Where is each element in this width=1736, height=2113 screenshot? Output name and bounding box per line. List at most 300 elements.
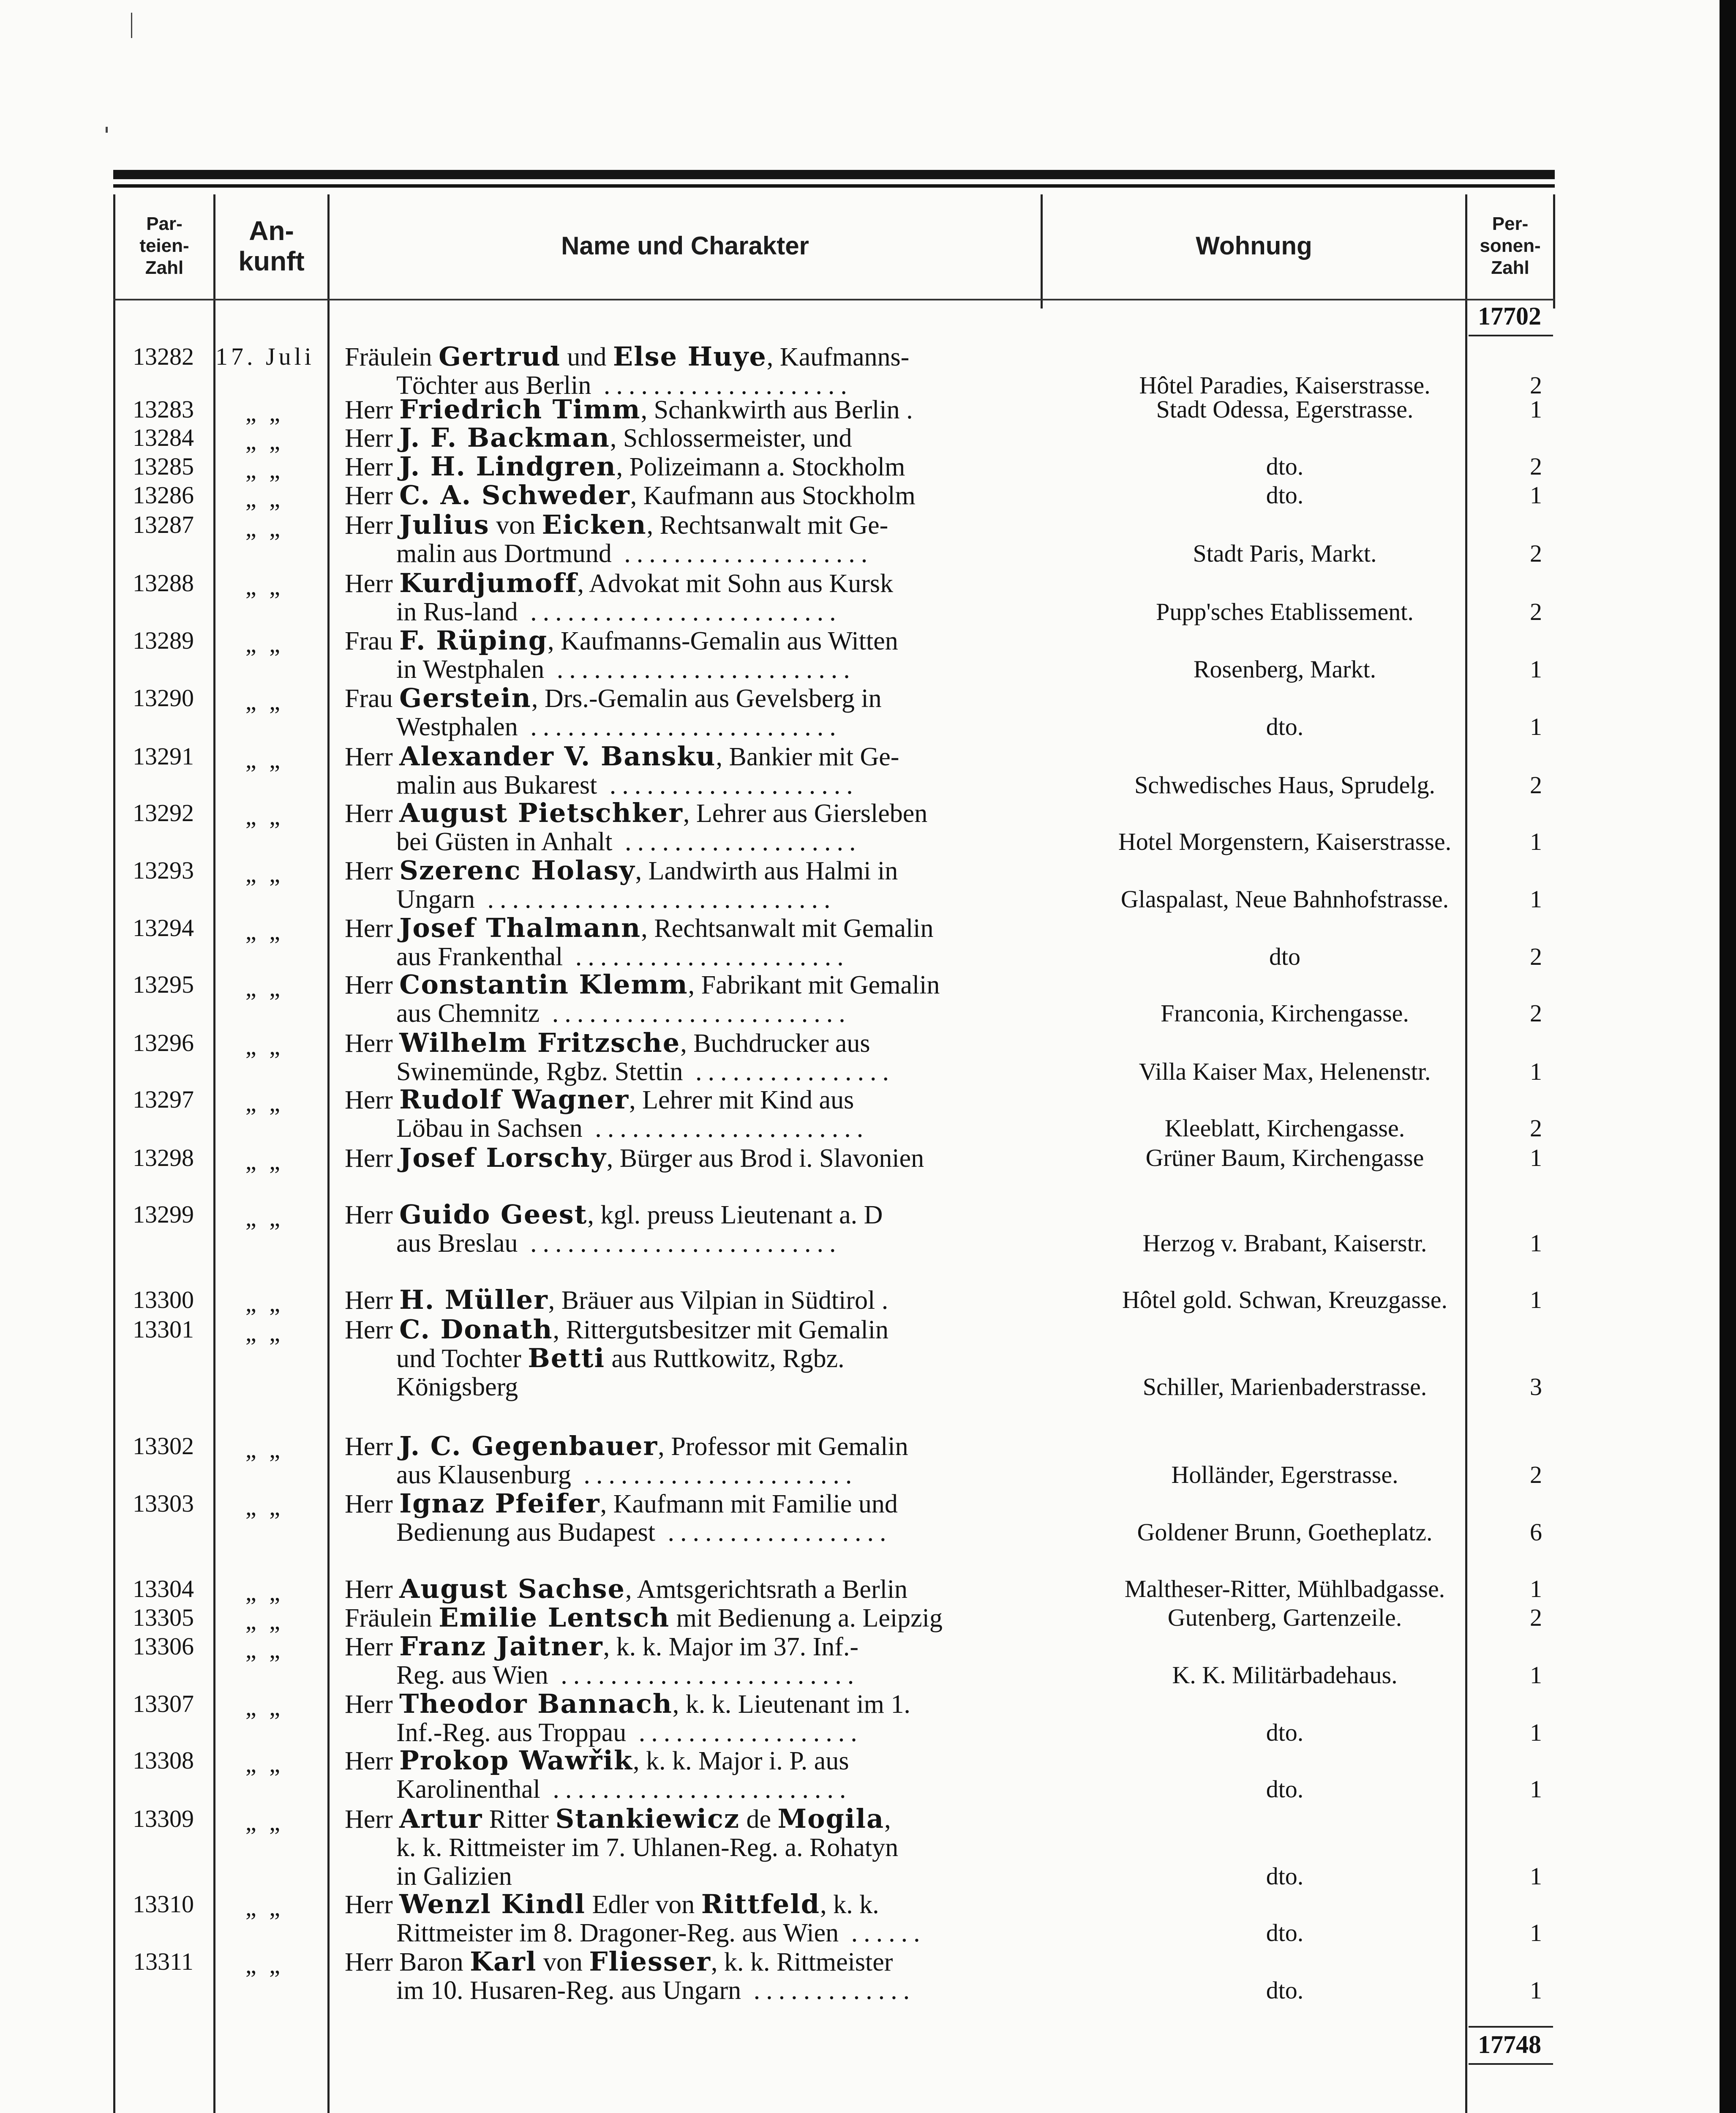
guest-name: C. A. Schweder: [399, 480, 630, 511]
residence: Maltheser-Ritter, Mühlbadgasse.: [1124, 1575, 1445, 1602]
persons-count: 1: [1530, 885, 1542, 913]
residence: Schiller, Marienbaderstrasse.: [1142, 1373, 1427, 1400]
residence: Pupp'sches Etablissement.: [1156, 598, 1414, 625]
guest-title: Herr: [345, 511, 393, 540]
name-continuation-2: [396, 1373, 518, 1401]
name-continuation: [396, 1718, 863, 1747]
guest-title: Herr: [345, 569, 393, 598]
continuation-rest: aus Ruttkowitz, Rgbz.: [605, 1344, 845, 1373]
name-line: [345, 342, 909, 371]
name-continuation: [396, 1057, 895, 1086]
arrival-date: „ „: [245, 1578, 283, 1606]
guest-name: Constantin Klemm: [399, 969, 688, 1000]
guest-name: Julius: [399, 509, 490, 540]
guest-name: Rudolf Wagner: [399, 1084, 630, 1115]
guest-title: Herr: [345, 1086, 393, 1114]
leader-dots: ......................: [563, 942, 850, 971]
name-connector: Ritter: [482, 1805, 556, 1834]
guest-description-2: ,: [884, 1805, 891, 1834]
guest-description: , Rechtsanwalt mit Ge-: [646, 511, 888, 540]
residence: Villa Kaiser Max, Helenenstr.: [1139, 1058, 1431, 1085]
arrival-date: „ „: [245, 1636, 283, 1663]
party-number: 13294: [133, 914, 194, 942]
persons-count: 1: [1530, 1286, 1542, 1313]
party-number: 13300: [133, 1286, 194, 1313]
leader-dots: ......................: [571, 1461, 858, 1489]
name-continuation: [396, 885, 836, 914]
guest-name-3: Mogila: [777, 1803, 885, 1834]
arrival-date: „ „: [245, 1204, 283, 1231]
guest-title: Herr: [345, 971, 393, 999]
total-sum: 17748: [1478, 2031, 1541, 2058]
persons-count: 1: [1530, 655, 1542, 683]
name-line: [345, 970, 940, 999]
persons-count: 1: [1530, 481, 1542, 509]
guest-name: Gerstein: [399, 682, 531, 713]
guest-description: , k. k. Rittmeister: [711, 1948, 893, 1977]
continuation-text: aus Frankenthal: [396, 942, 563, 971]
arrival-date: „ „: [245, 1089, 283, 1117]
party-number: 13283: [133, 396, 194, 423]
residence: dto.: [1266, 1977, 1304, 2004]
persons-count: 1: [1530, 828, 1542, 855]
continuation-text: Karolinenthal: [396, 1775, 540, 1804]
name-continuation: [396, 827, 861, 856]
arrival-date: „ „: [245, 573, 283, 600]
guest-description: , Kaufmann mit Familie und: [600, 1490, 898, 1518]
arrival-date: „ „: [245, 630, 283, 658]
continuation-text: und Tochter: [396, 1344, 521, 1373]
guest-description: , kgl. preuss Lieutenant a. D: [587, 1201, 883, 1229]
name-continuation: [396, 655, 856, 684]
guest-name: C. Donath: [399, 1314, 553, 1345]
party-number: 13297: [133, 1086, 194, 1113]
persons-count: 2: [1530, 453, 1542, 480]
arrival-date: „ „: [245, 1894, 283, 1921]
scan-artifact: [106, 127, 108, 133]
leader-dots: ........................: [544, 655, 856, 684]
guest-title: Herr: [345, 1890, 393, 1919]
party-number: 13302: [133, 1432, 194, 1460]
party-number: 13293: [133, 857, 194, 884]
guest-name: Theodor Bannach: [399, 1688, 673, 1719]
persons-count: 6: [1530, 1518, 1542, 1546]
arrival-date: „ „: [245, 1693, 283, 1721]
party-number: 13307: [133, 1690, 194, 1717]
guest-name: Kurdjumoff: [399, 568, 578, 598]
continuation-text: Swinemünde, Rgbz. Stettin: [396, 1057, 683, 1086]
guest-description: , k. k.: [820, 1890, 879, 1919]
guest-name: J. F. Backman: [399, 422, 610, 453]
total-overline: [1469, 2026, 1553, 2028]
guest-description: de: [739, 1805, 778, 1834]
guest-name: F. Rüping: [399, 625, 548, 656]
leader-dots: ........................: [548, 1661, 860, 1690]
guest-description: , Schankwirth aus Berlin .: [640, 396, 913, 424]
guest-description: , Rechtsanwalt mit Gemalin: [641, 914, 934, 943]
guest-name: Artur: [399, 1803, 483, 1834]
party-number: 13290: [133, 684, 194, 712]
continuation-text: malin aus Bukarest: [396, 771, 597, 800]
total-underline: [1469, 2063, 1553, 2065]
continuation-text: bei Güsten in Anhalt: [396, 827, 613, 856]
arrival-date: 17. Juli: [215, 343, 315, 370]
guest-title: Herr: [345, 1690, 393, 1719]
guest-name: August Pietschker: [399, 797, 683, 828]
continuation-text: aus Chemnitz: [396, 999, 540, 1028]
guest-description: , Lehrer mit Kind aus: [629, 1086, 854, 1114]
guest-description: , Schlossermeister, und: [610, 424, 852, 453]
name-line: [345, 1029, 870, 1058]
leader-dots: ................: [683, 1057, 895, 1086]
header-persons-count: Per- sonen- Zahl: [1480, 213, 1541, 278]
leader-dots: ........................: [540, 999, 851, 1028]
guest-name: Josef Thalmann: [399, 912, 641, 943]
guest-name: Gertrud: [439, 341, 561, 372]
name-line: [345, 1746, 849, 1775]
guest-title: Herr: [345, 1432, 393, 1461]
name-line: [345, 742, 899, 771]
name-continuation: [396, 539, 873, 568]
arrival-date: „ „: [245, 1289, 283, 1317]
party-number: 13285: [133, 453, 194, 480]
residence: dto.: [1266, 481, 1304, 509]
name-line: [345, 1432, 908, 1461]
residence: Grüner Baum, Kirchengasse: [1145, 1144, 1424, 1171]
guest-name: J. C. Gegenbauer: [399, 1431, 658, 1461]
arrival-date: „ „: [245, 1808, 283, 1836]
guest-description: , Advokat mit Sohn aus Kursk: [577, 569, 893, 598]
name-continuation: [396, 1833, 898, 1862]
guest-description: , Buchdrucker aus: [680, 1029, 870, 1058]
continuation-text: k. k. Rittmeister im 7. Uhlanen-Reg. a. Rohatyn: [396, 1833, 899, 1862]
guest-name: Josef Lorschy: [399, 1142, 607, 1173]
guest-title: Frau: [345, 684, 393, 713]
name-line: [345, 1085, 854, 1114]
name-line: [345, 1286, 888, 1315]
residence: Schwedisches Haus, Sprudelg.: [1134, 771, 1435, 799]
arrival-date: „ „: [245, 746, 283, 773]
name-continuation: [396, 598, 842, 626]
name-line: [345, 481, 916, 510]
header-bottom-rule: [113, 299, 1555, 300]
party-number: 13287: [133, 511, 194, 538]
residence: Goldener Brunn, Goetheplatz.: [1137, 1518, 1433, 1546]
guest-name: Ignaz Pfeifer: [399, 1488, 600, 1519]
persons-count: 2: [1530, 371, 1542, 399]
residence: Franconia, Kirchengasse.: [1161, 999, 1409, 1027]
persons-count: 1: [1530, 1144, 1542, 1171]
persons-count: 2: [1530, 771, 1542, 799]
arrival-date: „ „: [245, 688, 283, 715]
arrival-date: „ „: [245, 456, 283, 483]
continuation-text: Töchter aus Berlin: [396, 371, 591, 400]
guest-description: , Fabrikant mit Gemalin: [688, 971, 940, 999]
arrival-date: „ „: [245, 1951, 283, 1979]
guest-description: , Rittergutsbesitzer mit Gemalin: [553, 1316, 888, 1344]
party-number: 13282: [133, 343, 194, 370]
guest-title: Herr: [345, 1575, 393, 1604]
name-line: [345, 1315, 888, 1344]
party-number: 13295: [133, 971, 194, 998]
party-number: 13303: [133, 1490, 194, 1517]
scan-border: [1720, 0, 1736, 2113]
persons-count: 1: [1530, 1775, 1542, 1803]
guest-name: Prokop Wawřik: [399, 1745, 633, 1776]
continuation-text: Rittmeister im 8. Dragoner-Reg. aus Wien: [396, 1919, 839, 1947]
name-line: [345, 1690, 910, 1719]
guest-name: Franz Jaitner: [399, 1631, 603, 1662]
persons-count: 2: [1530, 1461, 1542, 1488]
guest-description: mit Bedienung a. Leipzig: [670, 1604, 943, 1633]
party-number: 13306: [133, 1633, 194, 1660]
guest-title: Herr: [345, 857, 393, 885]
name-continuation: [396, 771, 859, 800]
party-number: 13292: [133, 799, 194, 827]
party-number: 13308: [133, 1747, 194, 1774]
guest-name: Friedrich Timm: [399, 394, 641, 425]
arrival-date: „ „: [245, 1750, 283, 1777]
guest-description: , Landwirth aus Halmi in: [635, 857, 898, 885]
party-number: 13288: [133, 569, 194, 597]
arrival-date: „ „: [245, 399, 283, 426]
name-continuation: [396, 1229, 842, 1258]
residence: Hôtel gold. Schwan, Kreuzgasse.: [1122, 1286, 1447, 1313]
persons-count: 3: [1530, 1373, 1542, 1400]
name-continuation: [396, 1775, 852, 1804]
persons-count: 1: [1530, 1661, 1542, 1689]
guest-name: Emilie Lentsch: [439, 1602, 670, 1633]
persons-count: 2: [1530, 540, 1542, 567]
arrival-date: „ „: [245, 1147, 283, 1175]
residence: Gutenberg, Gartenzeile.: [1167, 1604, 1402, 1631]
leader-dots: .........................: [518, 598, 842, 626]
leader-dots: .............: [741, 1976, 916, 2005]
party-number: 13305: [133, 1604, 194, 1631]
guest-description: , k. k. Major i. P. aus: [632, 1747, 849, 1775]
name-connector: von: [489, 511, 542, 540]
persons-count: 1: [1530, 1229, 1542, 1257]
guest-title: Herr: [345, 1805, 393, 1834]
guest-description: , Kaufmann aus Stockholm: [630, 481, 916, 510]
persons-count: 1: [1530, 713, 1542, 740]
guest-name-2: Eicken: [542, 509, 647, 540]
guest-title: Herr: [345, 396, 393, 424]
leader-dots: ........................: [540, 1775, 852, 1804]
name-line: [345, 1489, 898, 1518]
continuation-text: Reg. aus Wien: [396, 1661, 548, 1690]
guest-register-table: [113, 170, 1555, 2113]
residence: Stadt Paris, Markt.: [1193, 540, 1377, 567]
guest-name-2: Stankiewicz: [555, 1803, 740, 1834]
party-number: 13311: [133, 1948, 193, 1975]
party-number: 13299: [133, 1201, 194, 1228]
name-continuation: [396, 713, 842, 741]
guest-description: , Bankier mit Ge-: [716, 743, 899, 771]
guest-name-2: Else Huye: [613, 341, 767, 372]
guest-title: Herr: [345, 1316, 393, 1344]
leader-dots: ............................: [474, 885, 837, 914]
continuation-text: aus Klausenburg: [396, 1461, 571, 1489]
guest-name: Wenzl Kindl: [399, 1889, 586, 1919]
guest-title: Herr: [345, 743, 393, 771]
guest-name: Alexander V. Bansku: [399, 741, 716, 772]
guest-title: Herr: [345, 1201, 393, 1229]
party-number: 13291: [133, 743, 194, 770]
residence: Hotel Morgenstern, Kaiserstrasse.: [1118, 828, 1452, 855]
guest-name: August Sachse: [399, 1573, 625, 1604]
continuation-text: Löbau in Sachsen: [396, 1114, 583, 1143]
name-continuation: [396, 1661, 860, 1690]
top-thin-rule: [113, 184, 1555, 188]
guest-title: Frau: [345, 627, 393, 655]
guest-description: , Kaufmanns-: [766, 343, 910, 371]
arrival-date: „ „: [245, 1032, 283, 1060]
arrival-date: „ „: [245, 860, 283, 887]
guest-title: Herr Baron: [345, 1948, 463, 1977]
guest-title: Herr: [345, 799, 393, 828]
name-continuation: [396, 1919, 926, 1947]
continuation-text-2: in Galizien: [396, 1862, 512, 1891]
guest-description: , Bürger aus Brod i. Slavonien: [606, 1144, 924, 1173]
guest-title: Herr: [345, 1747, 393, 1775]
leader-dots: ..................: [626, 1718, 863, 1747]
continuation-text: Ungarn: [396, 885, 475, 914]
guest-description: , Lehrer aus Giersleben: [683, 799, 928, 828]
divider-arrival-name: [327, 194, 330, 2113]
arrival-date: „ „: [245, 917, 283, 945]
party-number: 13284: [133, 424, 194, 451]
name-line: [345, 914, 933, 943]
guest-description: , Drs.-Gemalin aus Gevelsberg in: [531, 684, 882, 713]
name-connector: von: [537, 1948, 589, 1977]
name-continuation: [396, 1518, 892, 1547]
residence: Stadt Odessa, Egerstrasse.: [1156, 396, 1414, 423]
leader-dots: ..................: [655, 1518, 892, 1547]
header-name-character: Name und Charakter: [561, 232, 809, 260]
leader-dots: ......: [839, 1919, 926, 1947]
name-continuation: [396, 1114, 869, 1143]
arrival-date: „ „: [245, 1436, 283, 1463]
name-line: [345, 511, 888, 540]
total-carried-forward: 17702: [1478, 302, 1541, 330]
residence: Holländer, Egerstrasse.: [1171, 1461, 1398, 1488]
name-connector: Edler von: [585, 1890, 701, 1919]
guest-title: Herr: [345, 1144, 393, 1173]
residence: Kleeblatt, Kirchengasse.: [1164, 1114, 1405, 1142]
residence: Glaspalast, Neue Bahnhofstrasse.: [1120, 885, 1449, 913]
residence: dto.: [1266, 1919, 1304, 1946]
guest-description: , Professor mit Gemalin: [658, 1432, 908, 1461]
continuation-text: Bedienung aus Budapest: [396, 1518, 656, 1547]
persons-count: 1: [1530, 1719, 1542, 1746]
continuation-text: im 10. Husaren-Reg. aus Ungarn: [396, 1976, 741, 2005]
persons-count: 1: [1530, 396, 1542, 423]
guest-title: Fräulein: [345, 1604, 432, 1633]
scan-artifact: [131, 13, 132, 38]
continuation-name: Betti: [528, 1343, 605, 1373]
party-number: 13296: [133, 1029, 194, 1056]
total-carried-underline: [1469, 335, 1553, 336]
leader-dots: ....................: [597, 771, 859, 800]
name-line: [345, 1947, 893, 1977]
party-number: 13286: [133, 481, 194, 509]
leader-dots: .........................: [518, 1229, 842, 1258]
name-line: [345, 1144, 924, 1173]
name-line: [345, 856, 898, 885]
header-residence: Wohnung: [1196, 232, 1312, 260]
residence: Rosenberg, Markt.: [1193, 655, 1376, 683]
arrival-date: „ „: [245, 514, 283, 542]
name-continuation: [396, 942, 850, 971]
name-continuation: [396, 1461, 858, 1489]
guest-title: Fräulein: [345, 343, 432, 371]
arrival-date: „ „: [245, 1319, 283, 1346]
name-continuation: [396, 999, 851, 1028]
arrival-date: „ „: [245, 427, 283, 455]
party-number: 13289: [133, 627, 194, 654]
residence: Herzog v. Brabant, Kaiserstr.: [1142, 1229, 1427, 1257]
continuation-text: malin aus Dortmund: [396, 539, 612, 568]
guest-title: Herr: [345, 1633, 393, 1661]
name-line: [345, 569, 893, 598]
leader-dots: ......................: [582, 1114, 869, 1143]
leader-dots: ....................: [591, 371, 853, 400]
guest-title: Herr: [345, 1490, 393, 1518]
residence: K. K. Militärbadehaus.: [1172, 1661, 1398, 1689]
persons-count: 1: [1530, 1977, 1542, 2004]
name-continuation-2: [396, 1862, 512, 1891]
continuation-text: Inf.-Reg. aus Troppau: [396, 1718, 627, 1747]
continuation-text: Westphalen: [396, 713, 518, 741]
name-line: [345, 1200, 883, 1229]
name-line: [345, 626, 898, 655]
continuation-text-2: Königsberg: [396, 1373, 518, 1401]
residence: dto.: [1266, 713, 1304, 740]
persons-count: 2: [1530, 999, 1542, 1027]
name-line: [345, 1805, 891, 1834]
guest-title: Herr: [345, 481, 393, 510]
continuation-text: aus Breslau: [396, 1229, 518, 1258]
name-line: [345, 1632, 858, 1661]
header-arrival: An- kunft: [238, 216, 305, 276]
guest-description: , Amtsgerichtsrath a Berlin: [625, 1575, 908, 1604]
party-number: 13298: [133, 1144, 194, 1171]
name-line: [345, 1890, 879, 1919]
name-continuation: [396, 1976, 916, 2005]
guest-name-2: Fliesser: [589, 1946, 711, 1977]
guest-title: Herr: [345, 453, 393, 481]
guest-description: , k. k. Lieutenant im 1.: [672, 1690, 910, 1719]
name-connector: und: [560, 343, 613, 371]
guest-name: Wilhelm Fritzsche: [399, 1027, 681, 1058]
persons-count: 2: [1530, 943, 1542, 970]
guest-description: , Kaufmanns-Gemalin aus Witten: [548, 627, 898, 655]
residence: dto.: [1266, 453, 1304, 480]
persons-count: 1: [1530, 1862, 1542, 1890]
guest-name: J. H. Lindgren: [399, 451, 616, 482]
arrival-date: „ „: [245, 485, 283, 512]
name-line: [345, 423, 852, 453]
persons-count: 1: [1530, 1919, 1542, 1946]
arrival-date: „ „: [245, 1493, 283, 1521]
residence: dto.: [1266, 1719, 1304, 1746]
name-line: [345, 684, 882, 713]
name-line: [345, 1575, 908, 1604]
name-continuation: [396, 1344, 845, 1373]
persons-count: 2: [1530, 1604, 1542, 1631]
header-party-number: Par- teien- Zahl: [139, 213, 189, 278]
